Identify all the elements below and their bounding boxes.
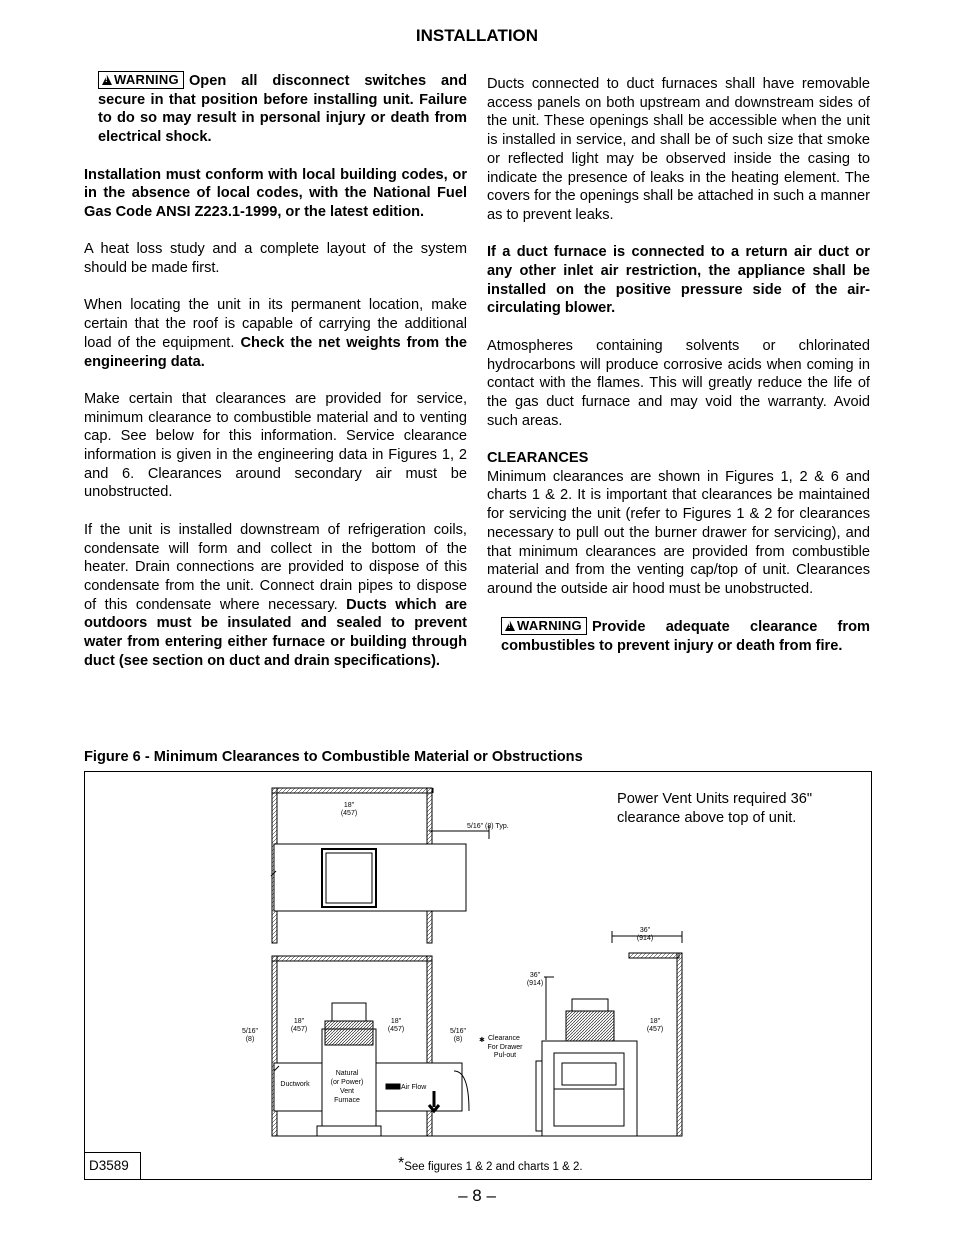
label-right-516: 5/16" (449, 1028, 467, 1035)
label-mid-457b: (457) (387, 1026, 405, 1033)
page-title: INSTALLATION (415, 26, 539, 45)
warning-badge: !WARNING (98, 71, 184, 89)
page-number: – 8 – (458, 1186, 496, 1205)
ducts-paragraph: Ducts connected to duct furnaces shall have removable access panels on both upstream and downstream sides of the unit. These openings shall be accessible when the unit is installed in service, and shall be of such size that smoke or reflected light may be observed inside the casing to indicate the presence of leaks in the heating element. The covers for the openings shall be attached in such a manner as to prevent leaks. (487, 76, 870, 223)
clearance-diagram (84, 771, 872, 1180)
label-vent: Vent (339, 1088, 355, 1095)
label-top36-a: 36" (639, 927, 651, 934)
warning-badge: !WARNING (501, 617, 587, 635)
label-top-457: (457) (340, 810, 358, 817)
label-mid-18b: 18" (390, 1018, 402, 1025)
label-side36-a: 36" (529, 972, 541, 979)
label-left-8: (8) (245, 1036, 255, 1043)
drawing-id: D3589 (84, 1152, 141, 1180)
label-air-flow: Air Flow (401, 1084, 427, 1091)
label-natural: Natural (335, 1070, 359, 1077)
label-or-power: (or Power) (330, 1079, 364, 1086)
atmospheres-paragraph: Atmospheres containing solvents or chlorinated hydrocarbons will produce corrosive acids when coming in contact with the flames. This will greatly reduce the life of the gas duct furnace and may void the warranty. Avoid such areas. (487, 337, 870, 429)
side-view-right (536, 931, 682, 1136)
top-view (271, 788, 489, 943)
clearances-paragraph: Minimum clearances are shown in Figures 1, 2 & 6 and charts 1 & 2. It is important that clearances be maintained for servicing the unit (refer to Figures 1 & 2 for clearances necessary to pull out the burner drawer for servicing), and that minimum clearances are provided from combustible material and from the venting cap/top of unit. Clearances around the outside air hood must be unobstructed. (487, 468, 870, 597)
label-top36-b: (914) (636, 935, 654, 942)
label-right18-b: (457) (646, 1026, 664, 1033)
warning-triangle-icon (102, 75, 112, 85)
label-right-8: (8) (453, 1036, 463, 1043)
figure-title: Figure 6 - Minimum Clearances to Combustible Material or Obstructions (84, 749, 583, 765)
footnote-star: * (398, 1155, 405, 1172)
label-clearance-1: Clearance (488, 1035, 520, 1042)
figure-footnote: *See figures 1 & 2 and charts 1 & 2. (398, 1155, 583, 1173)
label-right18-a: 18" (649, 1018, 661, 1025)
left-column (84, 71, 467, 670)
locating-paragraph: When locating the unit in its permanent location, make certain that the roof is capable of carrying the additional load of the equipment. Check the net weights from the engineering data. (84, 297, 467, 370)
label-clearance-2: For Drawer (487, 1044, 523, 1051)
label-furnace: Furnace (334, 1097, 360, 1104)
label-ductwork: Ductwork (280, 1081, 310, 1088)
label-mid-18a: 18" (293, 1018, 305, 1025)
warning-paragraph-2: !WARNING Provide adequate clearance from combustibles to prevent injury or death from fire. (487, 617, 870, 655)
codes-paragraph: Installation must conform with local building codes, or in the absence of local codes, with the National Fuel Gas Code ANSI Z223.1-1999, or the latest edition. (84, 166, 467, 220)
heat-loss-paragraph: A heat loss study and a complete layout of the system should be made first. (84, 241, 467, 276)
power-vent-note: Power Vent Units required 36" clearance above top of unit. (617, 791, 813, 826)
label-left-516: 5/16" (241, 1028, 259, 1035)
warning-triangle-icon (505, 621, 515, 631)
right-column (487, 75, 870, 656)
asterisk-icon: ✱ (479, 1037, 485, 1044)
label-typ: 5/16" (8) Typ. (467, 823, 509, 830)
warning-paragraph-1: !WARNING Open all disconnect switches and secure in that position before installing unit. Failure to do so may result in personal injury or death from electrical shock. (84, 71, 467, 147)
condensate-paragraph: If the unit is installed downstream of refrigeration coils, condensate will form and collect in the bottom of the heater. Drain connections are provided to dispose of this condensate from the unit. Connect drain pipes to dispose of this condensate where necessary. Ducts which are outdoors must be insulated and sealed to prevent water from entering either furnace or building through duct (see section on duct and drain specifications). (84, 521, 467, 669)
label-side36-b: (914) (526, 980, 544, 987)
clearances-heading: CLEARANCES (487, 450, 589, 467)
return-duct-paragraph: If a duct furnace is connected to a return air duct or any other inlet air restriction, the appliance shall be installed on the positive pressure side of the air-circulating blower. (487, 244, 870, 317)
clearance-paragraph: Make certain that clearances are provided for service, minimum clearance to combustible material and to venting cap. See below for this information. Service clearance information is given in the engineering data in Figures 1, 2 and 6. Clearances around secondary air must be unobstructed. (84, 390, 467, 501)
label-top-18: 18" (343, 802, 355, 809)
label-mid-457a: (457) (290, 1026, 308, 1033)
label-clearance-3: Pul-out (493, 1052, 517, 1059)
